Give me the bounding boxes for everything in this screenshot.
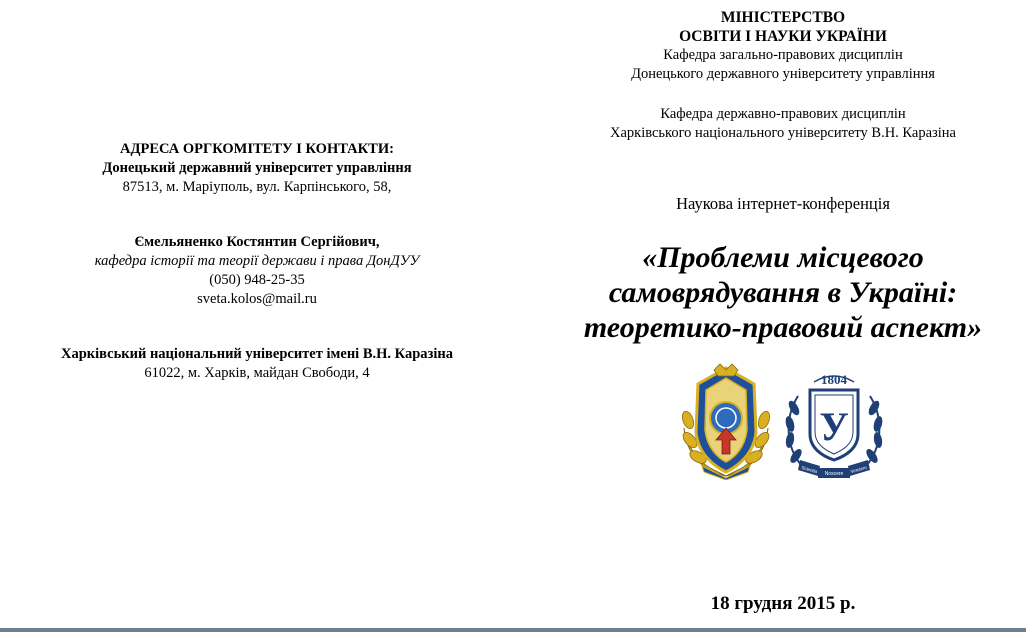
org-address: 87513, м. Маріуполь, вул. Карпінського, 58, [122,179,392,195]
donsum-emblem-icon [680,362,772,480]
title-line-2: самоврядування в Україні: [608,276,958,309]
emblem-letter: У [819,404,849,449]
conference-title [540,240,1026,345]
kharkiv-university: Харківський національний університет імені В.Н. Каразіна [60,346,453,362]
ribbon-left-text: Scientia [801,464,818,475]
karazin-university-emblem-icon [780,368,888,484]
contact-department: кафедра історії та теорії держави і права ДонДУУ [94,253,420,269]
title-line-1: «Проблеми місцевого [642,241,924,274]
contact-phone: (050) 948-25-35 [209,272,305,288]
bottom-border [0,628,1026,632]
dept2-line-2: Харківського національного університету В.Н. Каразіна [610,125,956,141]
org-university: Донецький державний університет управління [102,160,412,176]
ministry-line-2: ОСВІТИ І НАУКИ УКРАЇНИ [679,28,887,45]
title-line-3: теоретико-правовий аспект» [583,311,983,344]
contact-email: sveta.kolos@mail.ru [197,291,317,307]
conference-date: 18 грудня 2015 р. [710,593,856,614]
contacts-column [12,140,502,383]
dept1-line-2: Донецького державного університету управління [631,66,935,82]
ribbon-middle-text: Noscere [824,471,844,477]
ribbon-right-text: Virtutem [849,464,868,475]
dept1-line-1: Кафедра загально-правових дисциплін [663,47,903,63]
dept2-line-1: Кафедра державно-правових дисциплін [660,106,906,122]
org-heading: АДРЕСА ОРГКОМІТЕТУ І КОНТАКТИ: [120,141,394,157]
contact-name: Ємельяненко Костянтин Сергійович, [134,234,380,250]
conference-type: Наукова інтернет-конференція [676,194,890,213]
header-column [540,8,1026,143]
emblem-year: 1804 [821,372,847,387]
ministry-line-1: МІНІСТЕРСТВО [720,9,846,26]
kharkiv-address: 61022, м. Харків, майдан Свободи, 4 [144,365,370,381]
